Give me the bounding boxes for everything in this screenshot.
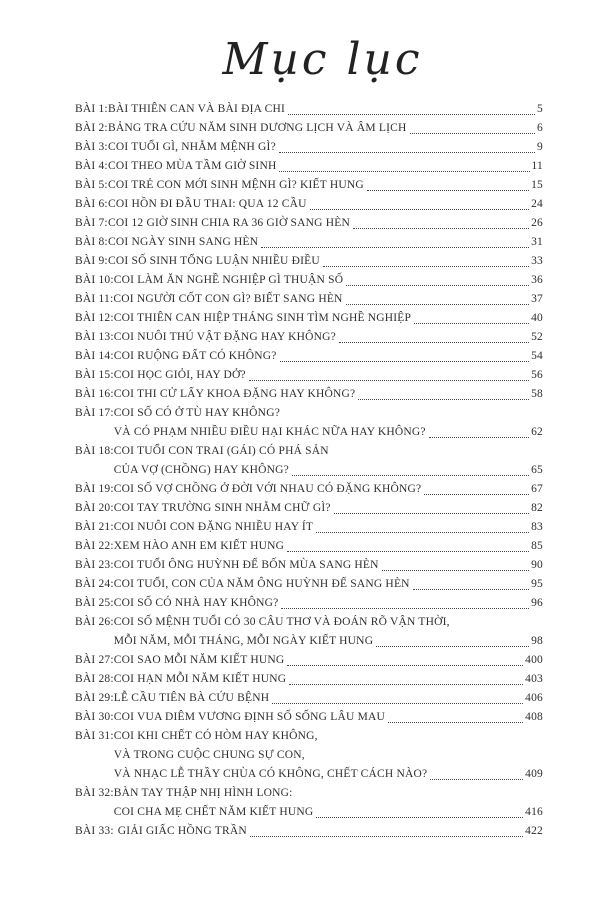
- dot-leader: [316, 532, 529, 533]
- entry-line: [108, 138, 543, 157]
- entry-text: XEM HÀO ANH EM KIẾT HUNG: [113, 540, 285, 552]
- dot-leader: [367, 190, 529, 191]
- entry-text: COI NGÀY SINH SANG HÈN: [108, 236, 259, 248]
- page-number: 15: [531, 179, 543, 191]
- dot-leader: [288, 114, 535, 115]
- page-number: 98: [531, 635, 543, 647]
- entry-label: BÀI 29:: [75, 692, 114, 704]
- dot-leader: [358, 399, 529, 400]
- entry-content: [114, 537, 543, 556]
- page-number: 37: [531, 293, 543, 305]
- toc-entry: [75, 499, 543, 518]
- toc-entry: [75, 442, 543, 480]
- dot-leader: [323, 266, 529, 267]
- dot-leader: [353, 228, 529, 229]
- entry-line: [114, 309, 543, 328]
- entry-line: [114, 765, 543, 784]
- dot-leader: [292, 475, 529, 476]
- entry-label: BÀI 17:: [75, 407, 114, 419]
- page-number: 67: [531, 483, 543, 495]
- entry-line: [114, 480, 543, 499]
- dot-leader: [429, 437, 529, 438]
- entry-text: COI 12 GIỜ SINH CHIA RA 36 GIỜ SANG HÈN: [108, 217, 350, 229]
- toc-entry: [75, 480, 543, 499]
- entry-content: [114, 727, 543, 784]
- entry-line: [114, 727, 543, 746]
- entry-label: BÀI 12:: [75, 312, 114, 324]
- entry-text: COI HỌC GIỎI, HAY DỞ?: [113, 369, 246, 381]
- toc-entry: [75, 366, 543, 385]
- entry-text: BÀI THIÊN CAN VÀ BÀI ĐỊA CHI: [108, 103, 286, 115]
- entry-label: BÀI 16:: [75, 388, 114, 400]
- toc-entry: [75, 727, 543, 784]
- page-number: 406: [525, 692, 543, 704]
- page-number: 95: [531, 578, 543, 590]
- dot-leader: [334, 513, 529, 514]
- entry-text: VÀ NHẠC LỄ THẦY CHÙA CÓ KHÔNG, CHẾT CÁCH NÀO?: [113, 768, 428, 780]
- entry-content: [114, 309, 543, 328]
- entry-line: [108, 252, 543, 271]
- toc-entry: [75, 214, 543, 233]
- entry-line: [114, 670, 543, 689]
- entry-line: [114, 746, 543, 765]
- page-number: 11: [531, 160, 543, 172]
- entry-content: [114, 670, 543, 689]
- entry-label: BÀI 3:: [75, 141, 108, 153]
- dot-leader: [272, 703, 523, 704]
- toc-entry: [75, 176, 543, 195]
- entry-text: COI TAY TRƯỜNG SINH NHẰM CHỮ GÌ?: [113, 502, 331, 514]
- entry-label: BÀI 1:: [75, 103, 108, 115]
- dot-leader: [250, 836, 523, 837]
- entry-line: [114, 404, 543, 423]
- entry-text: GIẢI GIẤC HỒNG TRẦN: [117, 825, 247, 837]
- entry-content: [114, 366, 543, 385]
- page-number: 6: [537, 122, 543, 134]
- toc-entry: [75, 290, 543, 309]
- page-number: 26: [531, 217, 543, 229]
- entry-text: COI NGƯỜI CỐT CON GÌ? BIẾT SANG HÈN: [113, 293, 343, 305]
- page-number: 56: [531, 369, 543, 381]
- entry-content: [108, 119, 543, 138]
- entry-content: [114, 575, 543, 594]
- dot-leader: [281, 608, 529, 609]
- entry-line: [114, 328, 543, 347]
- entry-label: BÀI 8:: [75, 236, 108, 248]
- entry-text: COI HẠN MỖI NĂM KIẾT HUNG: [113, 673, 287, 685]
- toc-entry: [75, 404, 543, 442]
- dot-leader: [430, 779, 523, 780]
- entry-content: [114, 556, 543, 575]
- entry-label: BÀI 6:: [75, 198, 108, 210]
- page-number: 83: [531, 521, 543, 533]
- page-number: 9: [537, 141, 543, 153]
- entry-text: COI CHA MẸ CHẾT NĂM KIẾT HUNG: [113, 806, 314, 818]
- page-number: 31: [531, 236, 543, 248]
- entry-text: COI TUỔI, CON CỦA NĂM ÔNG HUỲNH ĐẾ SANG HÈN: [113, 578, 410, 590]
- entry-label: BÀI 9:: [75, 255, 108, 267]
- entry-line: [108, 233, 543, 252]
- page-number: 58: [531, 388, 543, 400]
- entry-text: COI THI CỬ LẤY KHOA ĐẶNG HAY KHÔNG?: [113, 388, 356, 400]
- entry-line: [114, 537, 543, 556]
- entry-line: [114, 385, 543, 404]
- entry-text: COI TUỔI ÔNG HUỲNH ĐẾ BỐN MÙA SANG HÈN: [113, 559, 379, 571]
- entry-content: [114, 404, 543, 442]
- dot-leader: [261, 247, 529, 248]
- entry-content: [108, 100, 543, 119]
- entry-content: [118, 822, 543, 841]
- page-number: 85: [531, 540, 543, 552]
- entry-content: [114, 651, 543, 670]
- entry-label: BÀI 24:: [75, 578, 114, 590]
- entry-label: BÀI 27:: [75, 654, 114, 666]
- entry-content: [114, 689, 543, 708]
- toc-entry: [75, 233, 543, 252]
- dot-leader: [346, 304, 530, 305]
- dot-leader: [316, 817, 523, 818]
- entry-line: [108, 176, 543, 195]
- toc-entry: [75, 252, 543, 271]
- toc-entry: [75, 594, 543, 613]
- entry-text: COI TUỔI GÌ, NHẰM MỆNH GÌ?: [108, 141, 276, 153]
- page-number: 422: [525, 825, 543, 837]
- entry-label: BÀI 28:: [75, 673, 114, 685]
- entry-line: [108, 100, 543, 119]
- entry-content: [113, 290, 543, 309]
- entry-content: [108, 252, 543, 271]
- toc-entry: [75, 670, 543, 689]
- toc-entry: [75, 518, 543, 537]
- toc-entry: [75, 708, 543, 727]
- entry-content: [108, 157, 543, 176]
- entry-text: COI SAO MỖI NĂM KIẾT HUNG: [113, 654, 285, 666]
- entry-line: [108, 119, 543, 138]
- toc-entry: [75, 537, 543, 556]
- entry-label: BÀI 18:: [75, 445, 114, 457]
- page-number: 54: [531, 350, 543, 362]
- dot-leader: [346, 285, 529, 286]
- dot-leader: [339, 342, 529, 343]
- entry-label: BÀI 7:: [75, 217, 108, 229]
- entry-text: COI VUA DIÊM VƯƠNG ĐỊNH SỐ SỐNG LÂU MAU: [113, 711, 386, 723]
- entry-label: BÀI 31:: [75, 730, 114, 742]
- entry-text: COI THIÊN CAN HIỆP THÁNG SINH TÌM NGHỀ NGHIỆP: [113, 312, 412, 324]
- page-number: 90: [531, 559, 543, 571]
- entry-content: [114, 385, 543, 404]
- toc-entry: [75, 138, 543, 157]
- entry-content: [108, 233, 543, 252]
- page-number: 400: [525, 654, 543, 666]
- entry-content: [114, 784, 543, 822]
- entry-text: BÀN TAY THẬP NHỊ HÌNH LONG:: [113, 787, 293, 799]
- entry-text: COI RUỘNG ĐẤT CÓ KHÔNG?: [113, 350, 277, 362]
- toc-entry: [75, 271, 543, 290]
- toc-entry: [75, 328, 543, 347]
- toc-entry: [75, 347, 543, 366]
- page-number: 62: [531, 426, 543, 438]
- entry-label: BÀI 23:: [75, 559, 114, 571]
- page-number: 403: [525, 673, 543, 685]
- page-number: 33: [531, 255, 543, 267]
- entry-label: BÀI 11:: [75, 293, 114, 305]
- entry-text: COI LÀM ĂN NGHỀ NGHIỆP GÌ THUẬN SỐ: [113, 274, 344, 286]
- toc-entry: [75, 195, 543, 214]
- entry-line: [118, 822, 543, 841]
- entry-text: VÀ TRONG CUỘC CHUNG SỰ CON,: [113, 749, 305, 761]
- entry-line: [114, 575, 543, 594]
- entry-label: BÀI 21:: [75, 521, 114, 533]
- toc-entry: [75, 822, 543, 841]
- entry-label: BÀI 13:: [75, 331, 114, 343]
- entry-line: [114, 689, 543, 708]
- entry-content: [114, 613, 543, 651]
- entry-content: [114, 442, 543, 480]
- entry-line: [114, 803, 543, 822]
- dot-leader: [249, 380, 529, 381]
- entry-line: [108, 157, 543, 176]
- entry-text: COI KHI CHẾT CÓ HÒM HAY KHÔNG,: [113, 730, 318, 742]
- entry-text: COI TUỔI CON TRAI (GÁI) CÓ PHÁ SẢN: [113, 445, 329, 457]
- toc-entry: [75, 119, 543, 138]
- entry-text: BẢNG TRA CỨU NĂM SINH DƯƠNG LỊCH VÀ ÂM LỊCH: [108, 122, 407, 134]
- dot-leader: [376, 646, 529, 647]
- entry-line: [114, 556, 543, 575]
- dot-leader: [287, 665, 523, 666]
- page-number: 52: [531, 331, 543, 343]
- dot-leader: [289, 684, 523, 685]
- entry-label: BÀI 10:: [75, 274, 114, 286]
- toc-entry: [75, 157, 543, 176]
- entry-label: BÀI 4:: [75, 160, 108, 172]
- dot-leader: [410, 133, 536, 134]
- entry-text: VÀ CÓ PHẠM NHIỀU ĐIỀU HẠI KHÁC NỮA HAY KHÔNG?: [113, 426, 426, 438]
- page-number: 408: [525, 711, 543, 723]
- entry-label: BÀI 33:: [75, 825, 114, 837]
- toc-entry: [75, 651, 543, 670]
- entry-text: COI SỐ SINH TỔNG LUẬN NHIỀU ĐIỀU: [108, 255, 320, 267]
- entry-text: LỄ CẦU TIÊN BÀ CỨU BỆNH: [113, 692, 270, 704]
- entry-line: [114, 461, 543, 480]
- entry-label: BÀI 25:: [75, 597, 114, 609]
- entry-content: [108, 176, 543, 195]
- entry-label: BÀI 22:: [75, 540, 114, 552]
- entry-label: BÀI 30:: [75, 711, 114, 723]
- toc-entry: [75, 575, 543, 594]
- dot-leader: [413, 589, 529, 590]
- entry-label: BÀI 26:: [75, 616, 114, 628]
- entry-label: BÀI 14:: [75, 350, 114, 362]
- entry-line: [113, 290, 543, 309]
- toc-entry: [75, 309, 543, 328]
- entry-line: [108, 195, 543, 214]
- entry-line: [114, 442, 543, 461]
- entry-label: BÀI 15:: [75, 369, 114, 381]
- dot-leader: [414, 323, 529, 324]
- entry-line: [114, 594, 543, 613]
- entry-text: MỖI NĂM, MỖI THÁNG, MỖI NGÀY KIẾT HUNG: [113, 635, 374, 647]
- dot-leader: [382, 570, 529, 571]
- page-number: 24: [531, 198, 543, 210]
- dot-leader: [279, 171, 529, 172]
- entry-line: [114, 613, 543, 632]
- page-number: 36: [531, 274, 543, 286]
- entry-label: BÀI 5:: [75, 179, 108, 191]
- entry-line: [114, 271, 543, 290]
- dot-leader: [424, 494, 529, 495]
- dot-leader: [280, 361, 529, 362]
- entry-line: [114, 366, 543, 385]
- entry-content: [114, 518, 543, 537]
- page-number: 96: [531, 597, 543, 609]
- entry-label: BÀI 2:: [75, 122, 108, 134]
- entry-line: [108, 214, 543, 233]
- entry-text: COI NUÔI CON ĐẶNG NHIỀU HAY ÍT: [113, 521, 314, 533]
- entry-content: [108, 138, 543, 157]
- entry-line: [114, 651, 543, 670]
- entry-content: [114, 499, 543, 518]
- entry-label: BÀI 32:: [75, 787, 114, 799]
- table-of-contents: [75, 100, 543, 841]
- page-number: 5: [537, 103, 543, 115]
- entry-label: BÀI 19:: [75, 483, 114, 495]
- toc-entry: [75, 613, 543, 651]
- entry-line: [114, 499, 543, 518]
- dot-leader: [287, 551, 529, 552]
- page-number: 82: [531, 502, 543, 514]
- entry-text: COI THEO MÙA TẦM GIỜ SINH: [108, 160, 277, 172]
- dot-leader: [279, 152, 535, 153]
- entry-content: [114, 708, 543, 727]
- entry-content: [114, 347, 543, 366]
- entry-text: COI TRẺ CON MỚI SINH MỆNH GÌ? KIẾT HUNG: [108, 179, 364, 191]
- entry-line: [114, 423, 543, 442]
- toc-entry: [75, 689, 543, 708]
- page-number: 40: [531, 312, 543, 324]
- entry-line: [114, 347, 543, 366]
- entry-text: COI SỐ CÓ Ở TÙ HAY KHÔNG?: [113, 407, 281, 419]
- entry-text: COI SỐ MỆNH TUỔI CÓ 30 CÂU THƠ VÀ ĐOÁN RÕ VẬN THỜI,: [113, 616, 450, 628]
- entry-line: [114, 784, 543, 803]
- entry-content: [114, 328, 543, 347]
- toc-entry: [75, 385, 543, 404]
- entry-content: [108, 214, 543, 233]
- page-number: 416: [525, 806, 543, 818]
- dot-leader: [310, 209, 529, 210]
- page-number: 65: [531, 464, 543, 476]
- toc-entry: [75, 784, 543, 822]
- entry-content: [108, 195, 543, 214]
- entry-text: CỦA VỢ (CHỒNG) HAY KHÔNG?: [113, 464, 289, 476]
- entry-content: [114, 271, 543, 290]
- entry-content: [114, 594, 543, 613]
- entry-text: COI SỐ CÓ NHÀ HAY KHÔNG?: [113, 597, 279, 609]
- toc-entry: [75, 556, 543, 575]
- entry-text: COI HỒN ĐI ĐẦU THAI: QUA 12 CẦU: [108, 198, 307, 210]
- entry-text: COI SỐ VỢ CHỒNG Ở ĐỜI VỚI NHAU CÓ ĐẶNG KHÔNG?: [113, 483, 422, 495]
- toc-entry: [75, 100, 543, 119]
- page-number: 409: [525, 768, 543, 780]
- entry-line: [114, 708, 543, 727]
- entry-text: COI NUÔI THÚ VẬT ĐẶNG HAY KHÔNG?: [113, 331, 336, 343]
- dot-leader: [388, 722, 523, 723]
- entry-content: [114, 480, 543, 499]
- page-title: Mục lục: [222, 34, 423, 85]
- entry-label: BÀI 20:: [75, 502, 114, 514]
- entry-line: [114, 518, 543, 537]
- entry-line: [114, 632, 543, 651]
